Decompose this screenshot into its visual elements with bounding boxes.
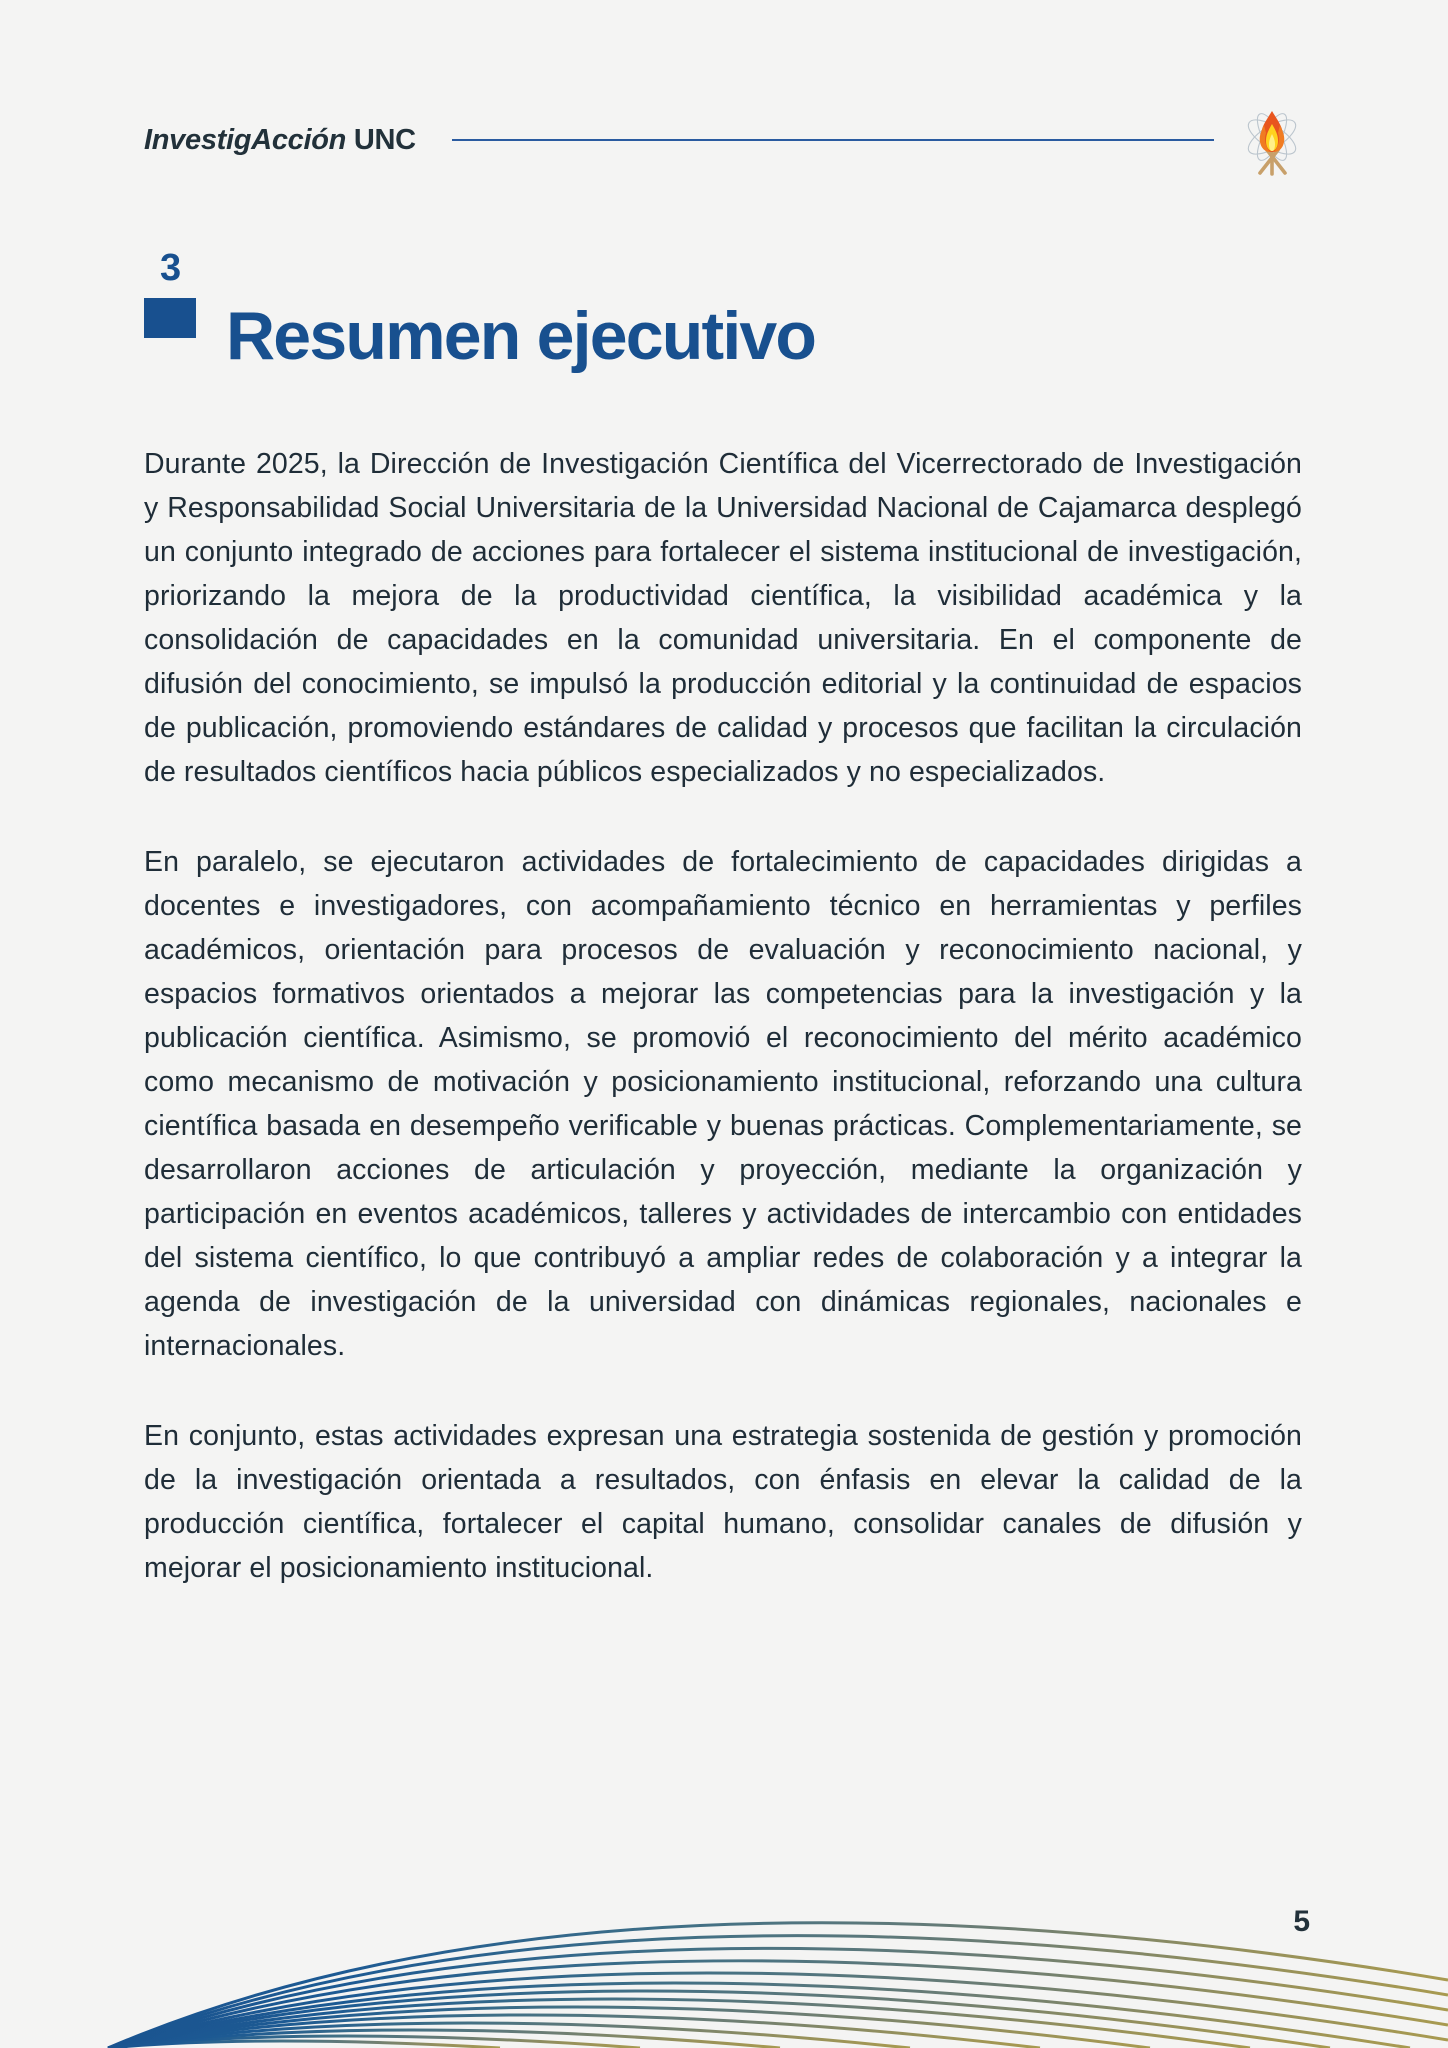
section-marker	[144, 248, 200, 338]
header-divider-line	[452, 139, 1214, 141]
section-accent-block	[144, 298, 196, 338]
page-title: Resumen ejecutivo	[226, 297, 816, 374]
paragraph: En paralelo, se ejecutaron actividades de fortalecimiento de capacidades dirigidas a docentes e investigadores, con acompañamiento técnico en herramientas y perfiles académicos, orientación para procesos de evaluación y reconocimiento nacional, y espacios formativos orientados a mejorar las competencias para la investigación y la publicación científica. Asimismo, se promovió el reconocimiento del mérito académico como mecanismo de motivación y posicionamiento institucional, reforzando una cultura científica basada en desempeño verificable y buenas prácticas. Complementariamente, se desarrollaron acciones de articulación y proyección, mediante la organización y participación en eventos académicos, talleres y actividades de intercambio con entidades del sistema científico, lo que contribuyó a ampliar redes de colaboración y a integrar la agenda de investigación de la universidad con dinámicas regionales, nacionales e internacionales.	[144, 846, 1302, 1362]
bonfire-atom-logo-icon	[1240, 103, 1304, 177]
brand-wordmark	[144, 123, 416, 156]
paragraph: Durante 2025, la Dirección de Investigación Científica del Vicerrectorado de Investigación y Responsabilidad Social Universitaria de la Universidad Nacional de Cajamarca desplegó un conjunto integrado de acciones para fortalecer el sistema institucional de investigación, priorizando la mejora de la productividad científica, la visibilidad académica y la consolidación de capacidades en la comunidad universitaria. En el componente de difusión del conocimiento, se impulsó la producción editorial y la continuidad de espacios de publicación, promoviendo estándares de calidad y procesos que facilitan la circulación de resultados científicos hacia públicos especializados y no especializados.	[144, 448, 1302, 788]
section-number: 3	[160, 247, 181, 289]
page-header	[144, 110, 1304, 170]
section-heading	[144, 248, 815, 415]
body-content	[144, 442, 1302, 1590]
page-number: 5	[1293, 1905, 1310, 1938]
brand-name-italic: InvestigAcción	[144, 123, 347, 156]
footer-arc-decoration	[0, 1848, 1448, 2048]
brand-name-acronym: UNC	[353, 123, 416, 156]
paragraph: En conjunto, estas actividades expresan una estrategia sostenida de gestión y promoción de la investigación orientada a resultados, con énfasis en elevar la calidad de la producción científica, fortalecer el capital humano, consolidar canales de difusión y mejorar el posicionamiento institucional.	[144, 1420, 1302, 1584]
